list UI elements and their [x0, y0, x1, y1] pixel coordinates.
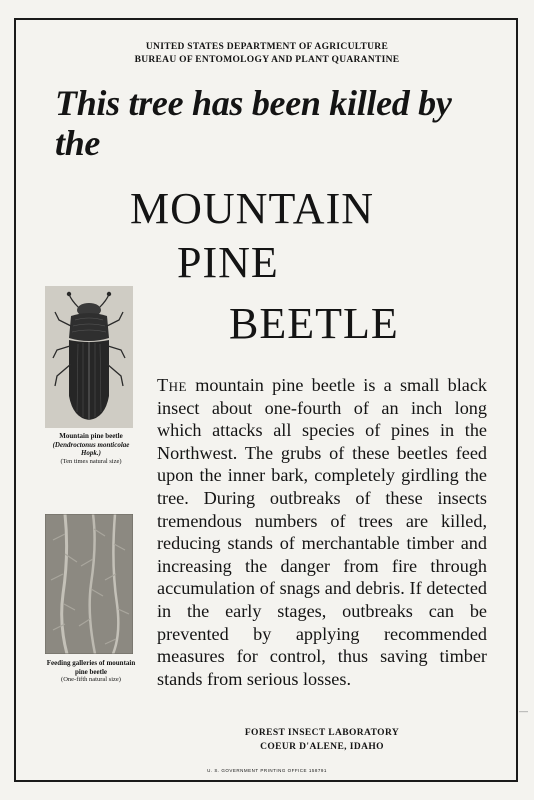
figure-2-caption: [43, 659, 139, 685]
headline-word-mountain: MOUNTAIN: [130, 184, 375, 233]
headline-intro: This tree has been killed by the: [55, 83, 452, 163]
headline-word-beetle: BEETLE: [229, 299, 399, 348]
printer-imprint: U. S. GOVERNMENT PRINTING OFFICE 158791: [207, 768, 327, 773]
body-lead-word: The: [157, 375, 187, 395]
agency-line-1: UNITED STATES DEPARTMENT OF AGRICULTURE: [145, 42, 389, 52]
body-text: mountain pine beetle is a small black insect about one-fourth of an inch long which attacks all species of pines in the Northwest. The grubs of these beetles feed upon the inner bark, completely girdling the tree. During outbreaks of these insects tremendous numbers of trees are killed, reducing stands of merchantable timber and increasing the danger from fire through accumulation of snags and debris. If detected in the early stages, outbreaks can be prevented by applying recommended measures for control, thus saving timber stands from serious losses.: [157, 375, 487, 689]
beetle-illustration: [45, 286, 133, 428]
footer-location: COEUR D'ALENE, IDAHO: [260, 742, 384, 752]
agency-line-2: BUREAU OF ENTOMOLOGY AND PLANT QUARANTINE: [134, 55, 400, 65]
figure-2-title: Feeding galleries of mountain pine beetle: [46, 659, 136, 676]
beetle-icon: [45, 286, 133, 428]
figure-1-scale: (Ten times natural size): [60, 457, 122, 465]
figure-1-caption: [43, 432, 139, 466]
footer-laboratory: FOREST INSECT LABORATORY: [244, 728, 400, 738]
headline-word-pine: PINE: [177, 238, 279, 287]
figure-1-scientific-name: (Dendroctonus monticolae Hopk.): [52, 440, 130, 457]
bark-galleries-icon: [45, 514, 133, 654]
figure-1-title: Mountain pine beetle: [59, 432, 123, 440]
figure-2-scale: (One-fifth natural size): [61, 676, 121, 683]
margin-mark: —: [519, 706, 528, 716]
body-paragraph: [157, 374, 487, 690]
feeding-galleries-photo: [45, 514, 133, 654]
